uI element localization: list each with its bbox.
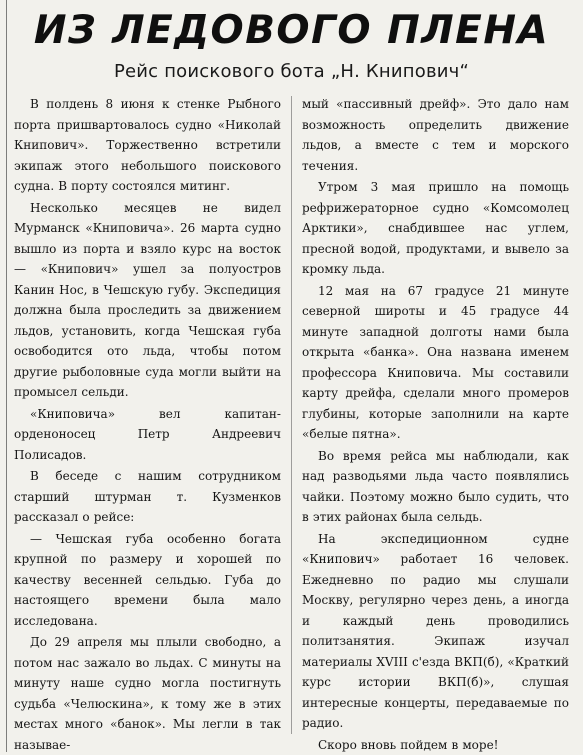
paragraph: В беседе с нашим сотрудником старший штурман т. Кузменков рассказал о рейсе: [14,466,281,528]
article-headline: ИЗ ЛЕДОВОГО ПЛЕНА [14,8,569,54]
left-column [14,94,281,734]
column-divider [291,96,292,734]
paragraph: Во время рейса мы наблюдали, как над разводьями льда часто появлялись чайки. Поэтому можно было судить, что в этих районах была сельдь. [302,446,569,528]
page-edge-rule [6,0,7,752]
paragraph: Несколько месяцев не видел Мурманск «Книповича». 26 марта судно вышло из порта и взяло курс на восток — «Книпович» ушел за полуостров Канин Нос, в Чешскую губу. Экспедиция должна была проследить за движением льдов, установить, когда Чешская губа освободится ото льда, чтобы потом другие рыболовные суда могли выйти на промысел сельди. [14,198,281,403]
paragraph: В полдень 8 июня к стенке Рыбного порта пришвартовалось судно «Николай Книпович». Торжественно встретили экипаж этого небольшого поискового судна. В порту состоялся митинг. [14,94,281,197]
paragraph: «Книповича» вел капитан-орденоносец Петр Андреевич Полисадов. [14,404,281,466]
paragraph: До 29 апреля мы плыли свободно, а потом нас зажало во льдах. С минуты на минуту наше судно могла постигнуть судьба «Челюскина», к тому же в этих местах много «банок». Мы легли в так называе- [14,632,281,755]
closing-line: Скоро вновь пойдем в море! [302,735,569,755]
article-body [14,94,569,734]
paragraph: На экспедиционном судне «Книпович» работает 16 человек. Ежедневно по радио мы слушали Москву, регулярно через день, а иногда и каждый день проводились политзанятия. Экипаж изучал материалы XVIII с'езда ВКП(б), «Краткий курс истории ВКП(б)», слушая интересные концерты, передаваемые по радио. [302,529,569,734]
paragraph-continuation: мый «пассивный дрейф». Это дало нам возможность определить движение льдов, а вместе с тем и морского течения. [302,94,569,176]
right-column [302,94,569,734]
paragraph: — Чешская губа особенно богата крупной по размеру и хорошей по качеству весенней сельдью. Губа до настоящего времени была мало исследована. [14,529,281,632]
paragraph: 12 мая на 67 градусе 21 минуте северной широты и 45 градусе 44 минуте западной долготы нами была открыта «банка». Она названа именем профессора Книповича. Мы составили карту дрейфа, сделали много промеров глубины, которые заполнили на карте «белые пятна». [302,281,569,445]
paragraph: Утром 3 мая пришло на помощь рефрижераторное судно «Комсомолец Арктики», снабдившее нас углем, пресной водой, продуктами, и вывело за кромку льда. [302,177,569,280]
article-subheadline: Рейс поискового бота „Н. Книпович“ [14,60,569,84]
